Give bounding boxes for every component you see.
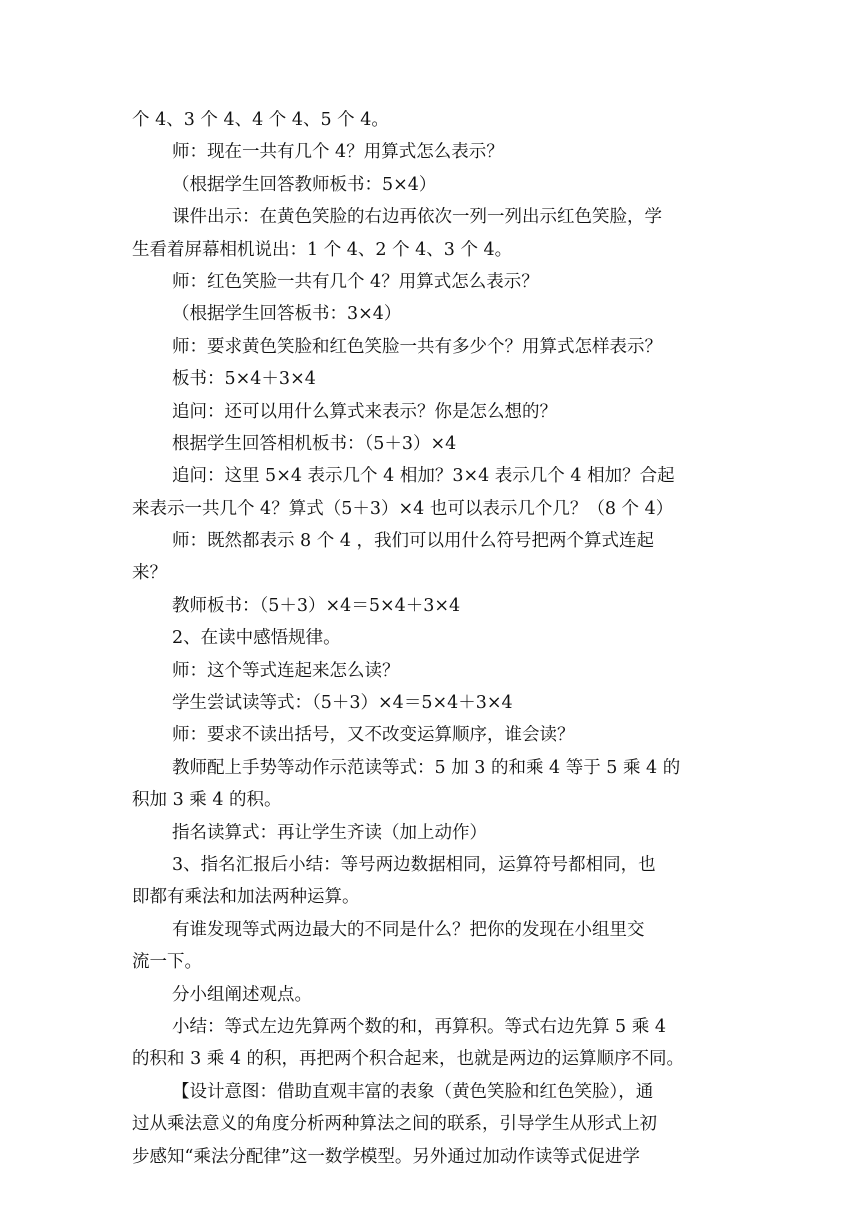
text-line: 3、指名汇报后小结：等号两边数据相同，运算符号都相同，也 — [172, 854, 656, 875]
text-line: 师：要求不读出括号，又不改变运算顺序，谁会读？ — [172, 725, 575, 746]
text-line: 积加 3 乘 4 的积。 — [132, 790, 282, 811]
text-line: 追问：这里 5×4 表示几个 4 相加？3×4 表示几个 4 相加？合起 — [172, 466, 675, 487]
text-line: 生看着屏幕相机说出：1 个 4、2 个 4、3 个 4。 — [132, 239, 513, 260]
text-line: 步感知“乘法分配律”这一数学模型。另外通过加动作读等式促进学 — [132, 1146, 640, 1167]
text-line: 师：这个等式连起来怎么读？ — [172, 660, 400, 681]
text-line: （根据学生回答板书：3×4） — [172, 304, 402, 325]
text-line: 分小组阐述观点。 — [172, 984, 312, 1005]
text-line: 小结：等式左边先算两个数的和，再算积。等式右边先算 5 乘 4 — [172, 1016, 666, 1037]
text-line: 流一下。 — [132, 952, 202, 973]
text-line: 师：既然都表示 8 个 4 ，我们可以用什么符号把两个算式连起 — [172, 531, 655, 552]
text-line: （根据学生回答教师板书：5×4） — [172, 174, 437, 195]
text-line: 追问：还可以用什么算式来表示？你是怎么想的？ — [172, 401, 557, 422]
text-line: 根据学生回答相机板书：（5＋3）×4 — [172, 433, 457, 454]
text-line: 有谁发现等式两边最大的不同是什么？把你的发现在小组里交 — [172, 919, 645, 940]
text-line: 学生尝试读等式：（5＋3）×4＝5×4＋3×4 — [172, 693, 513, 714]
text-line: 来表示一共几个 4？算式（5＋3）×4 也可以表示几个几？（8 个 4） — [132, 498, 674, 519]
text-line: 【设计意图：借助直观丰富的表象（黄色笑脸和红色笑脸），通 — [172, 1081, 654, 1102]
text-line: 师：现在一共有几个 4？用算式怎么表示？ — [172, 142, 504, 163]
text-line: 师：红色笑脸一共有几个 4？用算式怎么表示？ — [172, 271, 539, 292]
lesson-text — [132, 104, 732, 1173]
text-line: 课件出示：在黄色笑脸的右边再依次一列一列出示红色笑脸，学 — [172, 207, 662, 228]
text-line: 过从乘法意义的角度分析两种算法之间的联系，引导学生从形式上初 — [132, 1114, 657, 1135]
text-line: 指名读算式：再让学生齐读（加上动作） — [172, 822, 487, 843]
text-line: 的积和 3 乘 4 的积，再把两个积合起来，也就是两边的运算顺序不同。 — [132, 1049, 685, 1070]
text-line: 个 4、3 个 4、4 个 4、5 个 4。 — [132, 110, 389, 130]
text-line: 2、在读中感悟规律。 — [172, 628, 341, 649]
text-line: 即都有乘法和加法两种运算。 — [132, 887, 360, 908]
text-line: 板书：5×4＋3×4 — [172, 369, 316, 390]
text-line: 来？ — [132, 563, 167, 584]
text-line: 教师配上手势等动作示范读等式：5 加 3 的和乘 4 等于 5 乘 4 的 — [172, 757, 681, 778]
text-line: 师：要求黄色笑脸和红色笑脸一共有多少个？用算式怎样表示？ — [172, 336, 662, 357]
text-line: 教师板书：（5＋3）×4＝5×4＋3×4 — [172, 595, 461, 616]
